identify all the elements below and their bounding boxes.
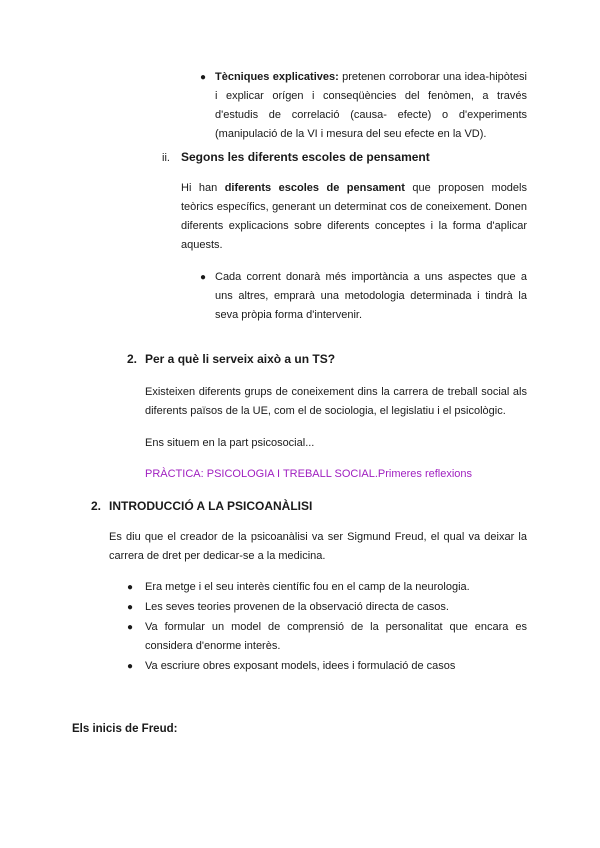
- ts-heading: [127, 350, 335, 369]
- ts-paragraph: Existeixen diferents grups de coneixement dins la carrera de treball social als diferents països de la UE, com el de sociologia, el legislatiu i el psicològic.: [145, 386, 527, 417]
- intro-bullet-text: Era metge i el seu interès científic fou en el camp de la neurologia.: [145, 581, 470, 593]
- schools-marker: ii.: [162, 152, 170, 164]
- schools-para-rest: que proposen models teòrics específics, generant un determinat cos de coneixement. Donen diferents explicacions sobre diferents conceptes i la forma d'aplicar aquests.: [181, 182, 527, 251]
- technique-bullet: [200, 68, 527, 144]
- schools-heading: [162, 148, 430, 167]
- intro-bullet: [127, 578, 527, 597]
- intro-bullet: [127, 598, 527, 617]
- bullet-dot: ●: [127, 622, 134, 633]
- bullet-dot: ●: [127, 582, 134, 593]
- technique-rest: pretenen corroborar una idea-hipòtesi i explicar orígen i conseqüències del fenòmen, a través d'estudis de correlació (causa- efecte) o d'experiments (manipulació de la VI i mesura del seu efecte en la VD).: [215, 71, 527, 140]
- intro-bullet: [127, 618, 527, 656]
- intro-number: 2.: [91, 499, 102, 513]
- intro-heading: [91, 497, 312, 516]
- bullet-dot: ●: [200, 72, 207, 83]
- technique-bold: Tècniques explicatives:: [215, 71, 339, 83]
- bullet-dot: ●: [127, 602, 134, 613]
- schools-para-bold: diferents escoles de pensament: [224, 182, 405, 194]
- ts-title: Per a què li serveix això a un TS?: [145, 352, 336, 366]
- schools-bullet: [200, 268, 527, 325]
- intro-bullet-text: Va escriure obres exposant models, idees i formulació de casos: [145, 660, 456, 672]
- intro-bullet: [127, 657, 527, 676]
- intro-bullet-text: Les seves teories provenen de la observació directa de casos.: [145, 601, 449, 613]
- ts-paragraph-2: Ens situem en la part psicosocial...: [145, 437, 315, 449]
- freud-beginnings-heading: Els inicis de Freud:: [72, 723, 178, 735]
- intro-title: INTRODUCCIÓ A LA PSICOANÀLISI: [109, 499, 313, 513]
- schools-paragraph: [181, 179, 527, 255]
- bullet-dot: ●: [200, 272, 207, 283]
- schools-bullet-text: Cada corrent donarà més importància a uns aspectes que a uns altres, emprarà una metodologia determinada i tindrà la seva pròpia forma d'intervenir.: [215, 271, 527, 321]
- bullet-dot: ●: [127, 661, 134, 672]
- practice-link[interactable]: PRÀCTICA: PSICOLOGIA I TREBALL SOCIAL.Primeres reflexions: [145, 468, 473, 480]
- schools-para-prefix: Hi han: [181, 182, 225, 194]
- technique-text: [215, 68, 527, 144]
- intro-bullet-text: Va formular un model de comprensió de la personalitat que encara es considera d'enorme interès.: [145, 621, 527, 652]
- intro-paragraph: Es diu que el creador de la psicoanàlisi va ser Sigmund Freud, el qual va deixar la carrera de dret per dedicar-se a la medicina.: [109, 531, 527, 562]
- schools-title: Segons les diferents escoles de pensament: [181, 150, 430, 164]
- ts-number: 2.: [127, 352, 138, 366]
